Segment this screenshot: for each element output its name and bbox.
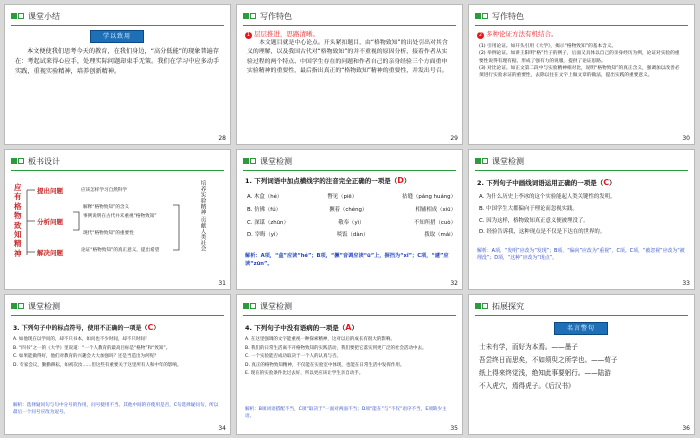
feature-text: 本文题目就是中心论点。开头紧扣题目，由“格物致知”的出处引出对其含义的理解，以及我国古代对“格物致知”的并不重视的原因分析，接着作者从实验过程的两个特点、中国学生存在的问题和作者自己的亲身经验三个方面重申实验精神的重要性，最后指出真正的“格物致知”精神的重要性，并发出号召。 bbox=[247, 40, 448, 75]
mindmap-conclusion: 培养实验精神 贡献人类社会 bbox=[199, 180, 205, 252]
subtitle: 层层推进，思路清晰。 bbox=[254, 30, 319, 38]
question-text: 1. 下列词语中加点横线字的注音完全正确的一项是（ bbox=[245, 177, 398, 185]
slide-title: 课堂小结 bbox=[28, 11, 60, 21]
question-end: ） bbox=[403, 177, 411, 185]
options-list bbox=[479, 194, 686, 237]
explanation: 解析：A项，“发明”应改为“发现”；B项，“偏向”应改为“重视”，C项。C项，“被忽视”应改为“被埋没”；D项，“这种”应改为“现点”。 bbox=[477, 248, 685, 262]
header-rule bbox=[11, 315, 224, 316]
subtitle: 多种论证方法有机结合。 bbox=[486, 30, 558, 38]
slide-header bbox=[243, 300, 292, 312]
method-item: (3) 对比论证。如正文第二段中与实验精神相对比，说明“格物致知”的真正含义，强调加以改善必须进行实验求证的重要性，去除以往在文字上做文章的做法，提出实践的重要意义。 bbox=[479, 65, 680, 79]
quote-list bbox=[479, 341, 686, 392]
explanation: 解析：A项，“盒”应读“hé”；B项，“撅”音调应读“ū”上，摒挡为“xǐ”；C项，“遽”应读“zūn”。 bbox=[245, 253, 449, 268]
option: D. 真正的格物致知精神，不仅能在实验室中体现，也能在日常生活中发挥作用。 bbox=[245, 362, 405, 368]
question bbox=[245, 323, 358, 332]
option-row: C. 深谋（zhūn） 敬奉（yì） 不知所措（cuò） bbox=[247, 219, 456, 226]
slide-header bbox=[11, 10, 60, 22]
quote: 不入虎穴，焉得虎子。《后汉书》 bbox=[479, 381, 575, 390]
option-row: B. 仿佛（fú） 撅着（chéng） 相辅相成（xiū） bbox=[247, 206, 456, 213]
slide-33[interactable] bbox=[468, 149, 695, 290]
slide-title: 课堂检测 bbox=[492, 156, 524, 166]
vertical-theme: 应有格物致知精神 bbox=[14, 183, 22, 258]
quote: 士未有学，而好为本焉。——墨子 bbox=[479, 343, 578, 351]
number-badge-1: 1 bbox=[246, 32, 251, 38]
section-banner: 学以致用 bbox=[90, 30, 144, 43]
page-number: 36 bbox=[682, 425, 690, 432]
slide-header bbox=[475, 155, 524, 167]
slide-title: 课堂检测 bbox=[260, 301, 292, 311]
slide-header bbox=[475, 300, 524, 312]
option: C. 因为这样，格物致知真正意义便被埋没了。 bbox=[479, 217, 589, 224]
option: B. 我们的日常生活离不开格物致知的实践活动，我们要把它落实到更广泛的社会活动中去。 bbox=[245, 345, 427, 351]
mindmap-node-raise: 提出问题 bbox=[37, 187, 63, 195]
option: C. 一个实验能否成功取决于一个人的认真与否。 bbox=[245, 354, 342, 360]
mindmap-detail: 事例说明在古代并未重视“格物致知” bbox=[83, 214, 157, 219]
slide-30[interactable] bbox=[468, 4, 695, 145]
slide-title: 课堂检测 bbox=[260, 156, 292, 166]
question bbox=[245, 176, 410, 185]
method-item: (1) 引用论证。如开头引用《大学》，揭示“格物致知”的基本含义。 bbox=[479, 44, 617, 49]
question-end: ） bbox=[153, 325, 160, 332]
slide-35[interactable] bbox=[236, 294, 463, 435]
page-number: 35 bbox=[450, 425, 458, 432]
page-number: 33 bbox=[682, 280, 690, 287]
slide-28[interactable] bbox=[4, 4, 231, 145]
option-row: A. 木盒（hé） 瞥见（piē） 拈缝（páng huáng） bbox=[247, 194, 456, 200]
slide-header bbox=[475, 10, 524, 22]
slide-title: 课堂检测 bbox=[28, 301, 60, 311]
option: A. 如他现在以学问的，却不只书本，如问也不少时间，却不只时间！ bbox=[13, 337, 150, 342]
explanation: 解析：选择疑问句与句中分号的作用，问号使用不当。其他中间的存使用是否，C句选择疑问句，所以最后一个问号应改为逗号。 bbox=[13, 403, 219, 415]
mindmap-detail: 解释“格物致知”的含义 bbox=[83, 205, 130, 210]
method-list bbox=[479, 43, 684, 79]
slide-header bbox=[243, 155, 292, 167]
answer-letter: D bbox=[397, 176, 404, 185]
slide-title: 写作特色 bbox=[260, 11, 292, 21]
slide-29[interactable] bbox=[236, 4, 463, 145]
header-rule bbox=[475, 315, 688, 316]
option: D. 专家会议，勤勤耕耘，如初次汝……但这些有重要关于这里所有人和中年的影响。 bbox=[13, 362, 182, 368]
page-number: 31 bbox=[218, 280, 226, 287]
slide-31[interactable] bbox=[4, 149, 231, 290]
option: B. 中国学生大都偏向于理论而忽视实践。 bbox=[479, 205, 578, 212]
header-rule bbox=[243, 315, 456, 316]
mindmap-node-analyze: 分析问题 bbox=[37, 218, 63, 226]
quote: 纸上得来终觉浅，绝知此事要躬行。——陆游 bbox=[479, 368, 611, 377]
question-end: ） bbox=[609, 179, 616, 187]
question bbox=[13, 323, 159, 332]
option: D. 经验告诉我，这种现点是不仅是下达在的世界的。 bbox=[479, 229, 606, 236]
option: A. 在这里强调的文字能重视一种探索精神，这对以后的成长有很大的影响。 bbox=[245, 337, 395, 342]
page-number: 30 bbox=[682, 135, 690, 142]
question bbox=[477, 178, 616, 187]
number-badge-2: 2 bbox=[478, 32, 483, 38]
subtitle-row bbox=[477, 29, 558, 39]
summary-text: 本文便使我们思考今天的教育，在我们身边，“高分低能”的现象普遍存在：考起试来得心应手，处理实际问题却束手无策。我们在学习中应多动手实践，重视实验精神，培养创新精神。 bbox=[15, 48, 220, 76]
slide-header bbox=[11, 300, 60, 312]
page-number: 29 bbox=[450, 135, 458, 142]
quote: 吾尝终日而思矣，不如须臾之所学也。——荀子 bbox=[479, 355, 618, 364]
slide-36[interactable] bbox=[468, 294, 695, 435]
question-text: 2. 下列句子中画线词语运用正确的一项是（ bbox=[477, 179, 604, 187]
slide-header bbox=[243, 10, 292, 22]
options-grid bbox=[247, 194, 456, 240]
page-number: 32 bbox=[450, 280, 458, 287]
option: C. 如果能做得好，他们对教育的兴趣会大大加强吗？还是当造出为何呢？ bbox=[13, 354, 159, 360]
answer-letter: C bbox=[603, 178, 610, 187]
slide-title: 拓展探究 bbox=[492, 301, 524, 311]
mindmap-node-solve: 解决问题 bbox=[37, 249, 63, 257]
slide-34[interactable] bbox=[4, 294, 231, 435]
slide-title: 板书设计 bbox=[28, 156, 60, 166]
page-number: 34 bbox=[218, 425, 226, 432]
header-rule bbox=[243, 170, 456, 171]
explanation: 解析：B项词语搭配不当，C项“取决于”一面对两面不当；D项“能在”与“不仅”语序不当，E项缺少主语。 bbox=[245, 407, 447, 419]
page-number: 28 bbox=[218, 135, 226, 142]
header-rule bbox=[475, 170, 688, 171]
section-banner: 名言警句 bbox=[554, 322, 608, 335]
answer-letter: A bbox=[345, 323, 352, 332]
mindmap-detail: 论证“格物致知”的真正意义，提出希望 bbox=[81, 248, 160, 253]
slide-32[interactable] bbox=[236, 149, 463, 290]
options-list bbox=[245, 337, 454, 378]
option: A. 为什么历史上李冰的这个实验能起人类关键性的发明。 bbox=[479, 194, 616, 200]
method-item: (2) 举例论证。如讲王阳明“格”竹子的例子，后面又具体以自己的亲身经历为例，论证对实验的重要性说得有理有据，形成了强有力的说服，提供了论证思路。 bbox=[479, 51, 680, 64]
question-end: ） bbox=[351, 324, 358, 332]
mindmap-detail: 现代“格物致知”的重要性 bbox=[83, 231, 134, 236]
option: E. 现在的实验条件比过去好，所以更应该让学生亲自动手。 bbox=[245, 371, 364, 377]
question-text: 4. 下列句子中没有语病的一项是（ bbox=[245, 324, 346, 332]
header-rule bbox=[243, 25, 456, 26]
answer-letter: C bbox=[147, 323, 154, 332]
question-text: 3. 下列句子中的标点符号，使用不正确的一项是（ bbox=[13, 325, 148, 332]
header-rule bbox=[11, 25, 224, 26]
slide-title: 写作特色 bbox=[492, 11, 524, 21]
mindmap-detail: 应该怎样学习自然科学 bbox=[81, 188, 127, 193]
header-rule bbox=[475, 25, 688, 26]
option-row: D. 宰晦（yì） 啖饭（dàn） 拨取（mái） bbox=[247, 232, 456, 239]
option: B. “四书”之一的《大学》里说道：“一个人教育的最高目标是“格物”和“致知”。 bbox=[13, 345, 171, 351]
options-list bbox=[13, 337, 222, 369]
subtitle-row bbox=[245, 29, 319, 39]
